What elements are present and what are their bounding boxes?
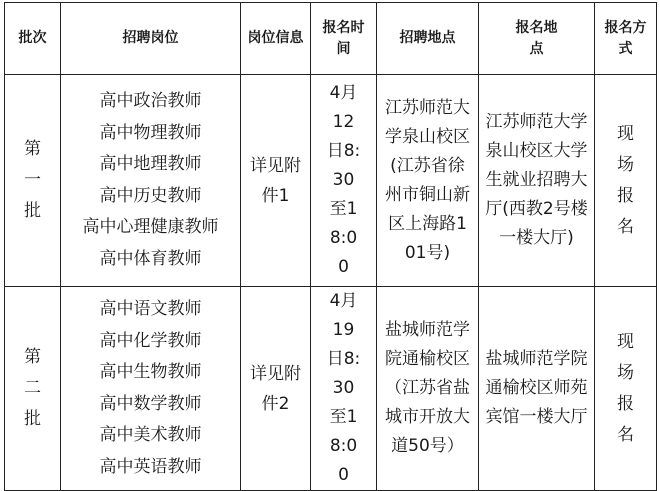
batch-cell: 第一批: [5, 75, 61, 287]
method-cell: 现场报名: [595, 75, 657, 287]
info-cell: 详见附件1: [241, 75, 311, 287]
recruit-location-cell: 江苏师范大学泉山校区(江苏省徐州市铜山新区上海路101号): [377, 75, 479, 287]
time-cell: 4月19日8:30至18:00: [311, 287, 377, 491]
info-cell: 详见附件2: [241, 287, 311, 491]
header-method: 报名方式: [595, 3, 657, 75]
signup-location-cell: 盐城师范学院通榆校区师苑宾馆一楼大厅: [479, 287, 595, 491]
header-recruit-location: 招聘地点: [377, 3, 479, 75]
position-item: 高中美术教师: [99, 425, 202, 445]
method-cell: 现场报名: [595, 287, 657, 491]
positions-cell: [61, 287, 241, 491]
positions-cell: [61, 75, 241, 287]
position-item: 高中英语教师: [99, 456, 202, 477]
position-item: 高中生物教师: [99, 362, 202, 382]
header-signup-location: 报名地点: [479, 3, 595, 75]
position-item: 高中历史教师: [99, 185, 202, 206]
time-cell: 4月12日8:30至18:00: [311, 75, 377, 287]
signup-location-cell: 江苏师范大学泉山校区大学生就业招聘大厅(西教2号楼一楼大厅): [479, 75, 595, 287]
position-item: 高中语文教师: [99, 299, 202, 319]
position-item: 高中政治教师: [99, 91, 202, 111]
header-row: [5, 3, 657, 75]
header-time: 报名时间: [311, 3, 377, 75]
position-item: 高中体育教师: [99, 248, 202, 269]
position-item: 高中物理教师: [99, 122, 202, 143]
position-item: 高中数学教师: [99, 393, 202, 414]
position-item: 高中地理教师: [99, 154, 202, 174]
header-info: 岗位信息: [241, 3, 311, 75]
recruitment-table: [4, 2, 657, 491]
batch-cell: 第二批: [5, 287, 61, 491]
table-row: [5, 287, 657, 491]
table-row: [5, 75, 657, 287]
position-item: 高中心理健康教师: [82, 217, 219, 237]
position-item: 高中化学教师: [99, 330, 202, 351]
recruit-location-cell: 盐城师范学院通榆校区（江苏省盐城市开放大道50号）: [377, 287, 479, 491]
header-position: 招聘岗位: [61, 3, 241, 75]
header-batch: 批次: [5, 3, 61, 75]
